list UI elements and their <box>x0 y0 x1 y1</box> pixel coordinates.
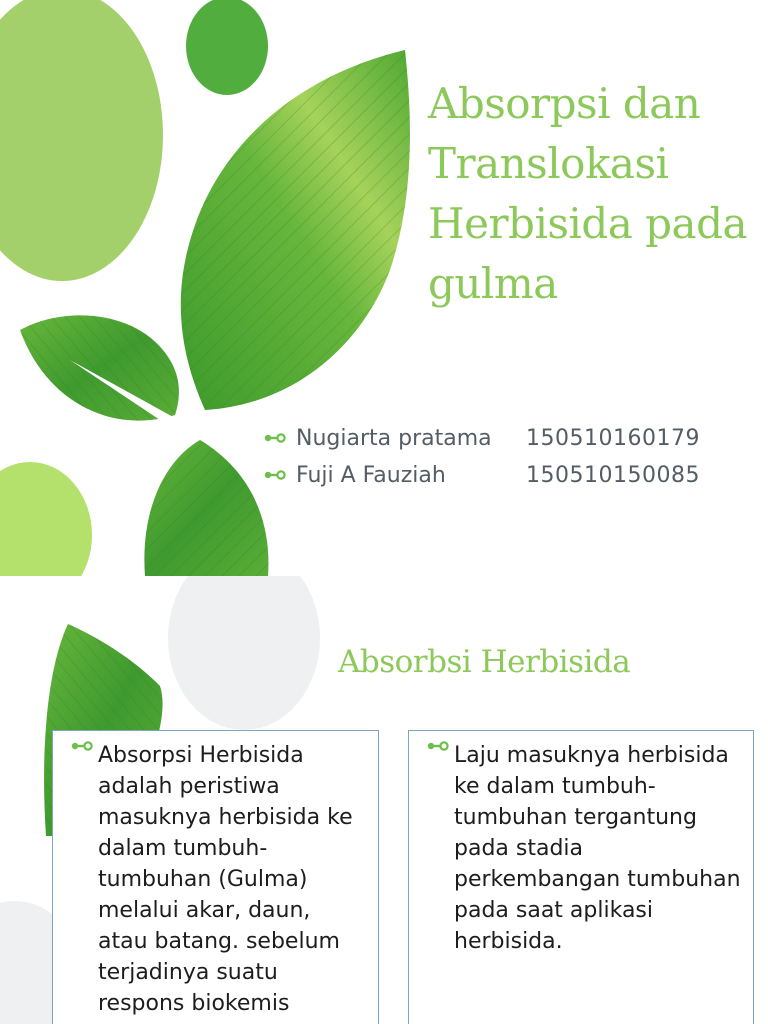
content-slide <box>0 576 768 1024</box>
light-green-circle <box>0 0 163 281</box>
author-nim: 150510150085 <box>526 463 700 488</box>
small-leaf-bottom-icon <box>144 440 268 576</box>
box-left-text: Absorpsi Herbisida adalah peristiwa masuknya herbisida ke dalam tumbuh-tumbuhan (Gulma) melalui akar, daun, atau batang. sebelum terjadinya suatu respons biokemis <box>98 743 353 1016</box>
bullet-icon <box>264 470 288 482</box>
grey-circle <box>168 576 320 730</box>
box-right-text: Laju masuknya herbisida ke dalam tumbuh-tumbuhan tergantung pada stadia perkembangan tumbuhan pada saat aplikasi herbisida. <box>454 743 741 954</box>
bullet-icon <box>427 741 451 753</box>
bullet-icon <box>264 433 288 445</box>
large-leaf-icon <box>181 50 410 410</box>
green-circle <box>186 0 268 95</box>
content-box-left <box>52 730 379 1024</box>
slide-title: Absorbsi Herbisida <box>338 644 631 680</box>
author-nim: 150510160179 <box>526 426 700 451</box>
small-leaf-left-icon <box>20 315 179 420</box>
lime-circle <box>0 462 92 576</box>
content-box-right <box>408 730 754 1024</box>
presentation-title: Absorpsi dan Translokasi Herbisida pada gulma <box>428 79 747 308</box>
bullet-icon <box>71 741 95 753</box>
author-name: Nugiarta pratama <box>296 426 492 451</box>
author-name: Fuji A Fauziah <box>296 463 446 488</box>
